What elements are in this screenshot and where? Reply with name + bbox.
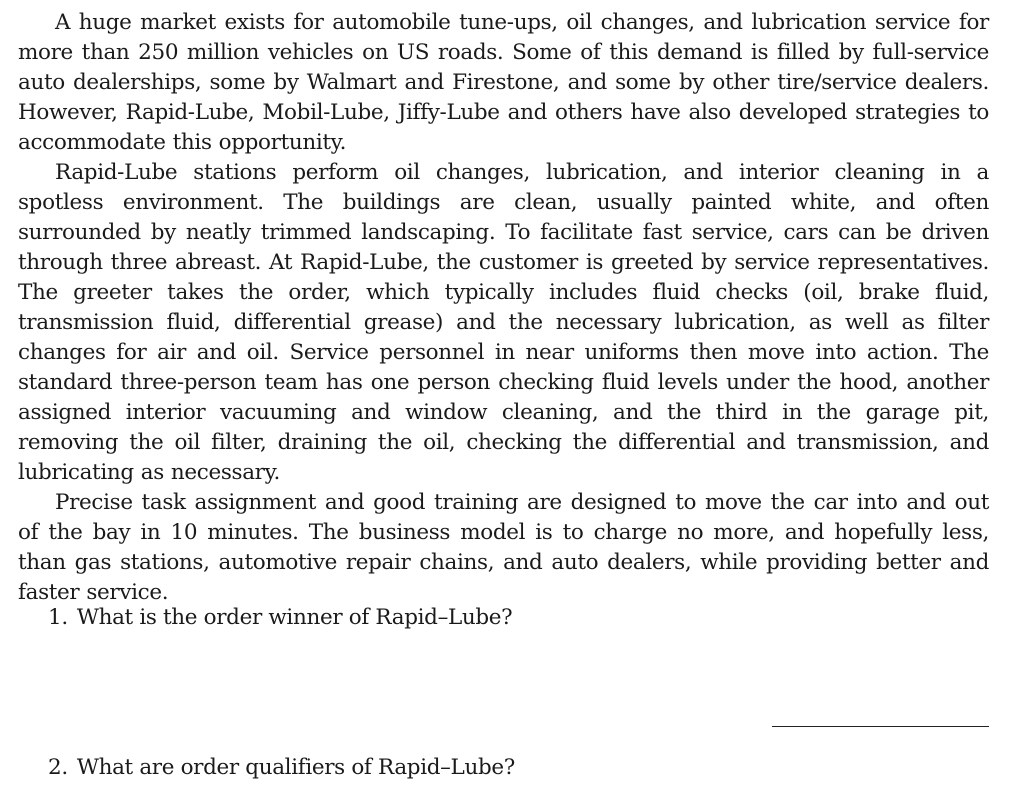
question-text: What are order qualifiers of Rapid–Lube? (76, 755, 515, 780)
question-1 (48, 603, 512, 633)
question-number: 2. (48, 755, 68, 780)
paragraph-2: Rapid-Lube stations perform oil changes, lubrication, and interior cleaning in a spotless environment. The buildings are clean, usually painted white, and often surrounded by neatly trimmed landscaping. To facilitate fast service, cars can be driven through three abreast. At Rapid-Lube, the customer is greeted by service representatives. The greeter takes the order, which typically includes fluid checks (oil, brake fluid, transmission fluid, differential grease) and the necessary lubrication, as well as filter changes for air and oil. Service personnel in near uniforms then move into action. The standard three-person team has one person checking fluid levels under the hood, another assigned interior vacuuming and window cleaning, and the third in the garage pit, removing the oil filter, draining the oil, checking the differential and transmission, and lubricating as necessary. (18, 160, 989, 485)
paragraph-3: Precise task assignment and good training are designed to move the car into and out of the bay in 10 minutes. The business model is to charge no more, and hopefully less, than gas stations, automotive repair chains, and auto dealers, while providing better and faster service. (18, 490, 989, 605)
question-2 (48, 753, 515, 783)
document-body (18, 8, 989, 780)
paragraph-1: A huge market exists for automobile tune-ups, oil changes, and lubrication service for more than 250 million vehicles on US roads. Some of this demand is filled by full-service auto dealerships, some by Walmart and Firestone, and some by other tire/service dealers. However, Rapid-Lube, Mobil-Lube, Jiffy-Lube and others have also developed strategies to accommodate this opportunity. (18, 10, 989, 155)
answer-rule (772, 726, 989, 727)
question-text: What is the order winner of Rapid–Lube? (76, 605, 513, 630)
question-number: 1. (48, 605, 68, 630)
